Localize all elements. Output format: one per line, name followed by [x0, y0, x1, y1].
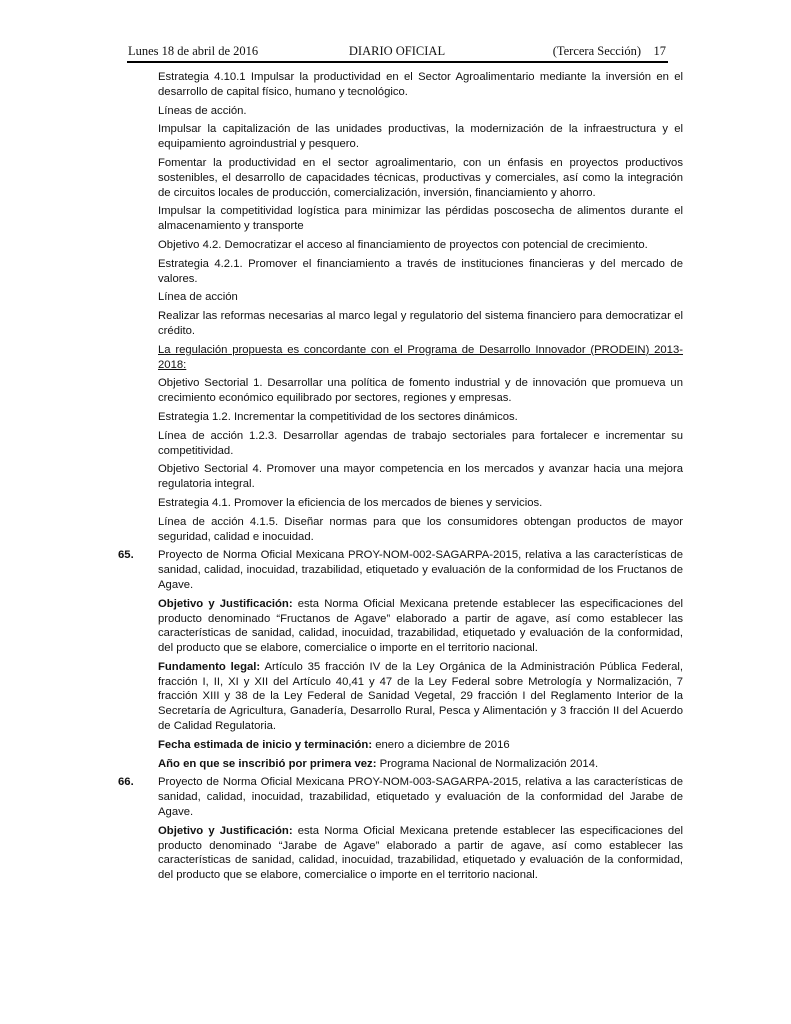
item-66-title: Proyecto de Norma Oficial Mexicana PROY-NOM-003-SAGARPA-2015, relativa a las características de sanidad, calidad, inocuidad, trazabilidad, etiquetado y evaluación de la conformidad del Jarabe de Agave.	[158, 776, 683, 819]
paragraph-estrategia-4-2-1: Estrategia 4.2.1. Promover el financiamiento a través de instituciones financieras y del mercado de valores.	[158, 257, 683, 285]
item-65-title: Proyecto de Norma Oficial Mexicana PROY-NOM-002-SAGARPA-2015, relativa a las características de sanidad, calidad, inocuidad, trazabilidad, etiquetado y evaluación de la conformidad de los Fructanos de Agave.	[158, 549, 683, 591]
header-title: DIARIO OFICIAL	[348, 44, 446, 58]
item-65-anio-text: Programa Nacional de Normalización 2014.	[376, 757, 599, 770]
header-section	[553, 44, 666, 59]
paragraph-prodein-heading: La regulación propuesta es concordante con el Programa de Desarrollo Innovador (PRODEIN) 2013-2018:	[158, 343, 683, 371]
paragraph-linea-accion: Línea de acción	[158, 291, 238, 304]
item-66-objetivo	[158, 824, 683, 883]
page-header	[128, 44, 666, 62]
header-page-number: 17	[653, 44, 666, 58]
document-body	[118, 70, 684, 887]
item-65-anio-label: Año en que se inscribió por primera vez:	[158, 757, 377, 770]
paragraph-reformas: Realizar las reformas necesarias al marco legal y regulatorio del sistema financiero para democratizar el crédito.	[158, 310, 683, 337]
paragraph-estrategia-1-2: Estrategia 1.2. Incrementar la competitividad de los sectores dinámicos.	[158, 410, 518, 423]
paragraph-lineas-accion: Líneas de acción.	[158, 104, 247, 117]
paragraph-linea-accion-1-2-3: Línea de acción 1.2.3. Desarrollar agendas de trabajo sectoriales para fortalecer e incrementar su competitividad.	[158, 429, 683, 457]
paragraph-estrategia-4-10-1: Estrategia 4.10.1 Impulsar la productividad en el Sector Agroalimentario mediante la inversión en el desarrollo de capital físico, humano y tecnológico.	[158, 71, 683, 98]
paragraph-objetivo-sectorial-4: Objetivo Sectorial 4. Promover una mayor competencia en los mercados y avanzar hacia una mejora regulatoria integral.	[158, 463, 683, 491]
item-66-objetivo-label: Objetivo y Justificación:	[158, 824, 293, 837]
paragraph-competitividad-logistica: Impulsar la competitividad logística para minimizar las pérdidas poscosecha de alimentos durante el almacenamiento y transporte	[158, 205, 683, 233]
paragraph-objetivo-sectorial-1: Objetivo Sectorial 1. Desarrollar una política de fomento industrial y de innovación que promueva un crecimiento económico equilibrado por sectores, regiones y empresas.	[158, 377, 683, 405]
paragraph-estrategia-4-1: Estrategia 4.1. Promover la eficiencia de los mercados de bienes y servicios.	[158, 496, 543, 509]
paragraph-fomentar-productividad: Fomentar la productividad en el sector agroalimentario, con un énfasis en proyectos productivos sostenibles, el desarrollo de capacidades técnicas, productivas y comerciales, así como la integración de circuitos locales de producción, comercialización, inversión, financiamiento y ahorro.	[158, 156, 683, 199]
paragraph-linea-accion-4-1-5: Línea de acción 4.1.5. Diseñar normas para que los consumidores obtengan productos de mayor seguridad, calidad e inocuidad.	[158, 515, 683, 543]
header-rule	[127, 61, 668, 63]
list-item-66	[118, 775, 683, 819]
list-item-65	[118, 548, 683, 592]
item-65-objetivo-text: esta Norma Oficial Mexicana pretende establecer las especificaciones del producto denominado “Fructanos de Agave” elaborado a partir de agave, así como establecer las características de sanidad, calidad, inocuidad, trazabilidad, etiquetado y evaluación de la conformidad, del producto que se elabore, comercialice o importe en el territorio nacional.	[158, 597, 684, 655]
item-65-fecha-label: Fecha estimada de inicio y terminación:	[158, 738, 373, 751]
item-65-objetivo-label: Objetivo y Justificación:	[158, 597, 293, 610]
paragraph-capitalizacion: Impulsar la capitalización de las unidades productivas, la modernización de la infraestructura y el equipamiento agroindustrial y pesquero.	[158, 123, 683, 151]
item-65-fecha-text: enero a diciembre de 2016	[372, 738, 510, 751]
item-number-65: 65.	[118, 549, 134, 562]
item-65-fundamento	[158, 660, 683, 734]
paragraph-objetivo-4-2: Objetivo 4.2. Democratizar el acceso al financiamiento de proyectos con potencial de crecimiento.	[158, 238, 648, 251]
item-65-fundamento-text: Artículo 35 fracción IV de la Ley Orgánica de la Administración Pública Federal, fracción I, II, XI y XII del Artículo 40,41 y 47 de la Ley Federal sobre Metrología y Normalización, 7 fracción XIII y 38 de la Ley Federal de Sanidad Vegetal, 29 fracción I del Reglamento Interior de la Secretaría de Agricultura, Ganadería, Desarrollo Rural, Pesca y Alimentación y 3 fracción II del Acuerdo de Calidad Regulatoria.	[158, 660, 684, 733]
item-65-objetivo	[158, 597, 683, 656]
item-65-fecha	[158, 738, 683, 753]
item-66-objetivo-text: esta Norma Oficial Mexicana pretende establecer las especificaciones del producto denominado “Jarabe de Agave” elaborado a partir de agave, así como establecer las características de sanidad, calidad, inocuidad, trazabilidad, etiquetado y evaluación de la conformidad, del producto que se elabore, comercialice o importe en el territorio nacional.	[158, 824, 684, 882]
header-section-label: (Tercera Sección)	[552, 44, 641, 58]
item-65-anio	[158, 757, 683, 772]
item-number-66: 66.	[118, 776, 134, 789]
header-date: Lunes 18 de abril de 2016	[128, 44, 259, 58]
item-65-fundamento-label: Fundamento legal:	[158, 660, 261, 673]
